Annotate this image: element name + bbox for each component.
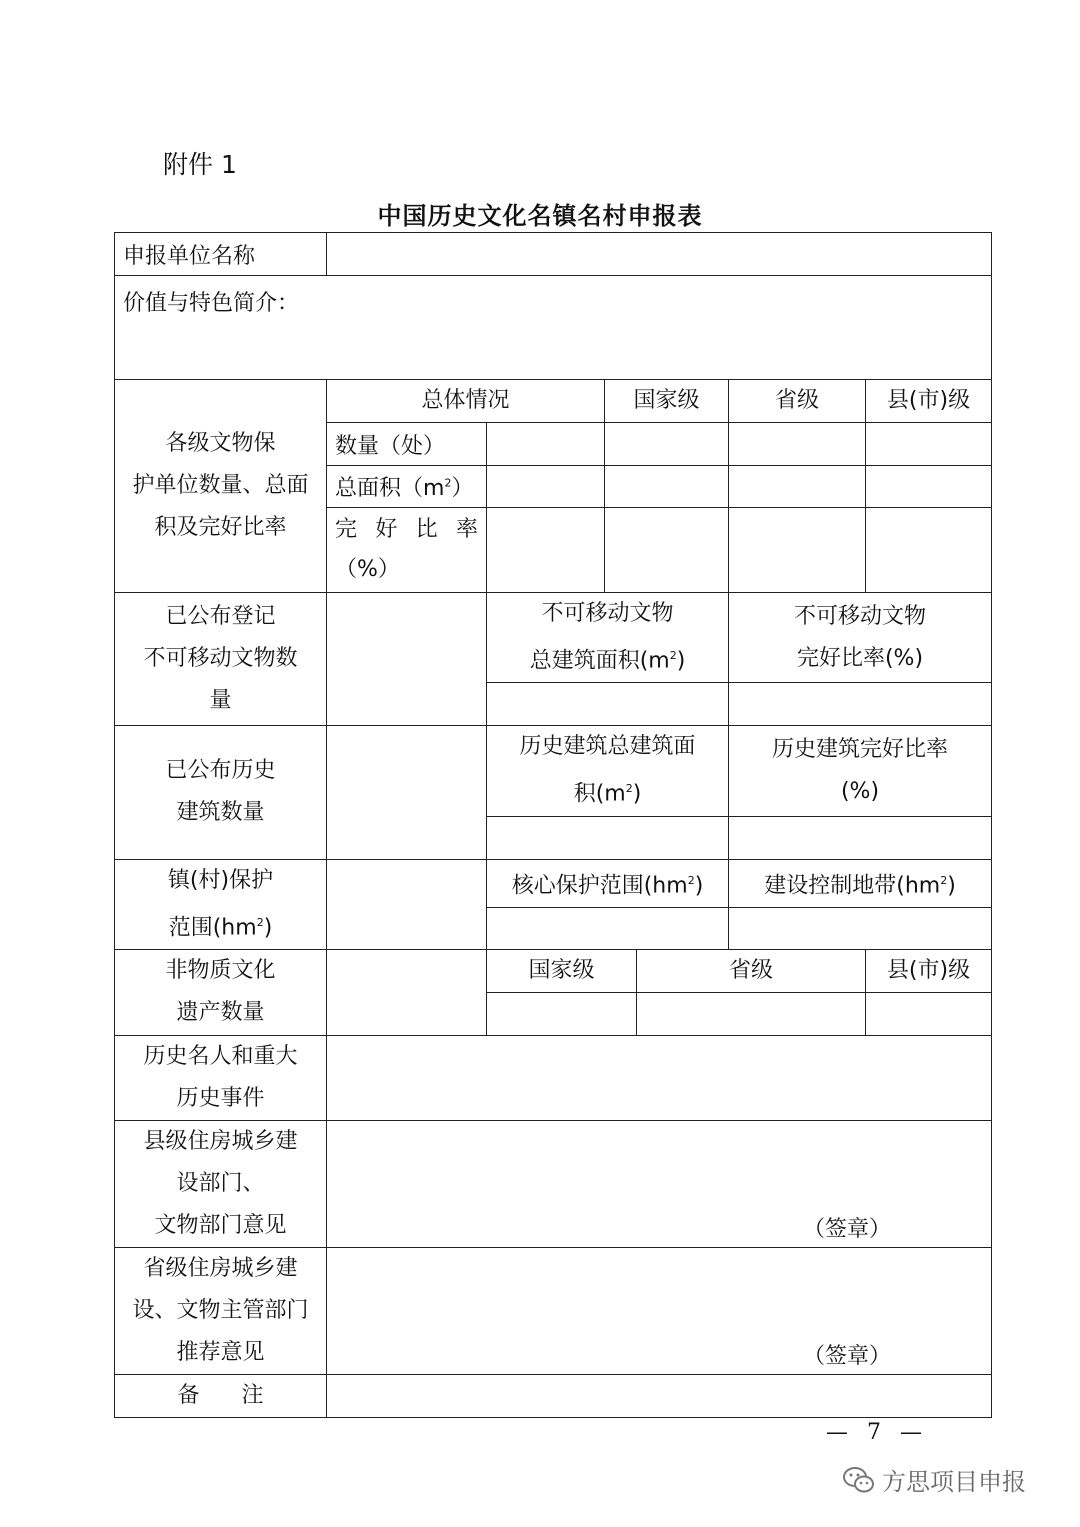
relics-count-provincial[interactable] (729, 423, 866, 466)
core-range-input[interactable] (487, 907, 729, 949)
intangible-header-county: 县(市)级 (866, 949, 992, 992)
relics-area-provincial[interactable] (729, 466, 866, 508)
form-title: 中国历史文化名镇名村申报表 (377, 202, 703, 230)
control-zone-header: 建设控制地带$(hm^2)$ (729, 859, 992, 907)
footer-brand: 方思项目申报 (882, 1468, 1026, 1496)
relics-area-label: 总面积$(m^2)$ (327, 466, 487, 508)
relics-count-label: 数量（处） (327, 423, 487, 466)
protect-label: 镇(村)保护 范围$(hm^2)$ (115, 859, 327, 949)
core-range-header: 核心保护范围$(hm^2)$ (487, 859, 729, 907)
intangible-provincial-input[interactable] (637, 992, 866, 1035)
intangible-label: 非物质文化 遗产数量 (115, 949, 327, 1035)
intangible-header-provincial: 省级 (637, 949, 866, 992)
relics-header-national: 国家级 (605, 380, 729, 423)
registered-count-cell[interactable] (327, 593, 487, 726)
remarks-label: 备 注 (115, 1374, 327, 1417)
remarks-input[interactable] (327, 1374, 992, 1417)
control-zone-input[interactable] (729, 907, 992, 949)
historic-rate-input[interactable] (729, 816, 992, 859)
county-seal-label: （签章） (803, 1216, 892, 1242)
province-seal-label: （签章） (803, 1343, 892, 1369)
relics-rate-label: 完 好 比 率 （%） (327, 508, 487, 593)
historic-area-header: 历史建筑总建筑面 积$(m^2)$ (487, 726, 729, 816)
relics-header-county: 县(市)级 (866, 380, 992, 423)
relics-header-provincial: 省级 (729, 380, 866, 423)
footer-watermark (842, 1462, 1026, 1497)
province-opinion-label: 省级住房城乡建 设、文物主管部门 推荐意见 (115, 1247, 327, 1374)
relics-area-county[interactable] (866, 466, 992, 508)
relics-header-overall: 总体情况 (327, 380, 605, 423)
celebrities-input[interactable] (327, 1035, 992, 1120)
county-opinion-label: 县级住房城乡建 设部门、 文物部门意见 (115, 1120, 327, 1247)
relics-rate-provincial[interactable] (729, 508, 866, 593)
value-intro-label: 价值与特色简介： (123, 291, 300, 316)
relics-area-overall[interactable] (487, 466, 605, 508)
applicant-input-cell[interactable] (327, 233, 992, 276)
attachment-label: 附件 1 (163, 150, 237, 179)
celebrities-label: 历史名人和重大 历史事件 (115, 1035, 327, 1120)
province-opinion-cell[interactable] (327, 1247, 992, 1374)
relics-label: 各级文物保 护单位数量、总面 积及完好比率 (115, 380, 327, 593)
registered-area-input[interactable] (487, 683, 729, 726)
application-form-table (114, 232, 992, 1418)
registered-rate-header: 不可移动文物 完好比率(%) (729, 593, 992, 683)
relics-count-county[interactable] (866, 423, 992, 466)
value-intro-cell[interactable] (115, 276, 992, 380)
relics-count-national[interactable] (605, 423, 729, 466)
historic-count-cell[interactable] (327, 726, 487, 859)
county-opinion-cell[interactable] (327, 1120, 992, 1247)
applicant-label: 申报单位名称 (115, 233, 327, 276)
relics-area-national[interactable] (605, 466, 729, 508)
historic-rate-header: 历史建筑完好比率 (%) (729, 726, 992, 816)
historic-label: 已公布历史 建筑数量 (115, 726, 327, 859)
registered-label: 已公布登记 不可移动文物数 量 (115, 593, 327, 726)
protect-range-cell[interactable] (327, 859, 487, 949)
registered-area-header: 不可移动文物 总建筑面积$(m^2)$ (487, 593, 729, 683)
wechat-icon (842, 1465, 876, 1495)
registered-rate-input[interactable] (729, 683, 992, 726)
page-number: — 7 — (826, 1420, 928, 1445)
relics-count-overall[interactable] (487, 423, 605, 466)
relics-rate-national[interactable] (605, 508, 729, 593)
relics-rate-overall[interactable] (487, 508, 605, 593)
relics-rate-county[interactable] (866, 508, 992, 593)
intangible-county-input[interactable] (866, 992, 992, 1035)
intangible-count-cell[interactable] (327, 949, 487, 1035)
intangible-header-national: 国家级 (487, 949, 637, 992)
historic-area-input[interactable] (487, 816, 729, 859)
intangible-national-input[interactable] (487, 992, 637, 1035)
